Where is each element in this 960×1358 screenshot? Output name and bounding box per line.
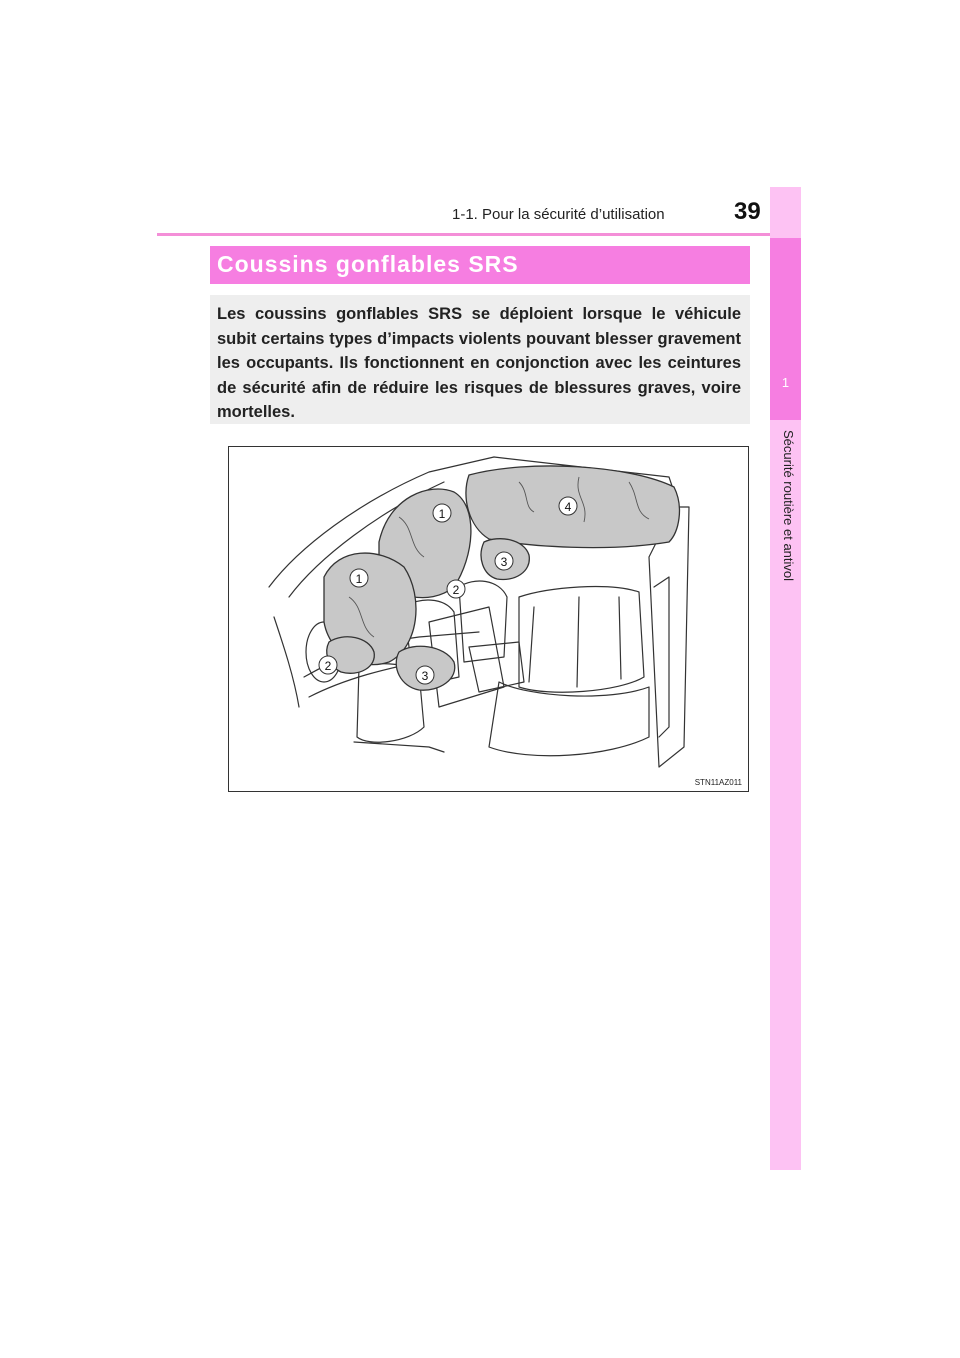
- callout-2-upper: [447, 580, 465, 598]
- car-interior-drawing: [229, 447, 750, 793]
- intro-text: Les coussins gonflables SRS se déploient lorsque le véhicule subit certains types d’impacts violents pouvant blesser gravement les occupants. Ils fonctionnent en conjonction avec les ceintures de sécurité afin de réduire les risques de blessures graves, voire mortelles.: [217, 305, 741, 422]
- callout-3-upper-label: 3: [500, 555, 508, 569]
- chapter-number-box: [770, 238, 801, 420]
- callout-1-lower-label: 1: [355, 572, 363, 586]
- callout-2-upper-label: 2: [452, 583, 460, 597]
- section-title: Coussins gonflables SRS: [217, 251, 519, 277]
- header-section-path: 1-1. Pour la sécurité d’utilisation: [452, 206, 665, 223]
- callout-4: [559, 497, 577, 515]
- callout-1-upper: [433, 504, 451, 522]
- figure-code: STN11AZ011: [694, 778, 742, 787]
- intro-box: [210, 295, 750, 424]
- callout-1-upper-label: 1: [438, 507, 446, 521]
- header-divider: [157, 233, 800, 236]
- chapter-number: 1: [781, 375, 790, 390]
- airbag-illustration: [228, 446, 749, 792]
- chapter-title: Sécurité routière et antivol: [781, 430, 796, 582]
- callout-1-lower: [350, 569, 368, 587]
- callout-3-upper: [495, 552, 513, 570]
- callout-3-lower-label: 3: [421, 669, 429, 683]
- page-number: 39: [734, 198, 761, 225]
- section-banner: [210, 246, 750, 284]
- callout-3-lower: [416, 666, 434, 684]
- callout-2-lower-label: 2: [324, 659, 332, 673]
- callout-2-lower: [319, 656, 337, 674]
- callout-4-label: 4: [564, 500, 572, 514]
